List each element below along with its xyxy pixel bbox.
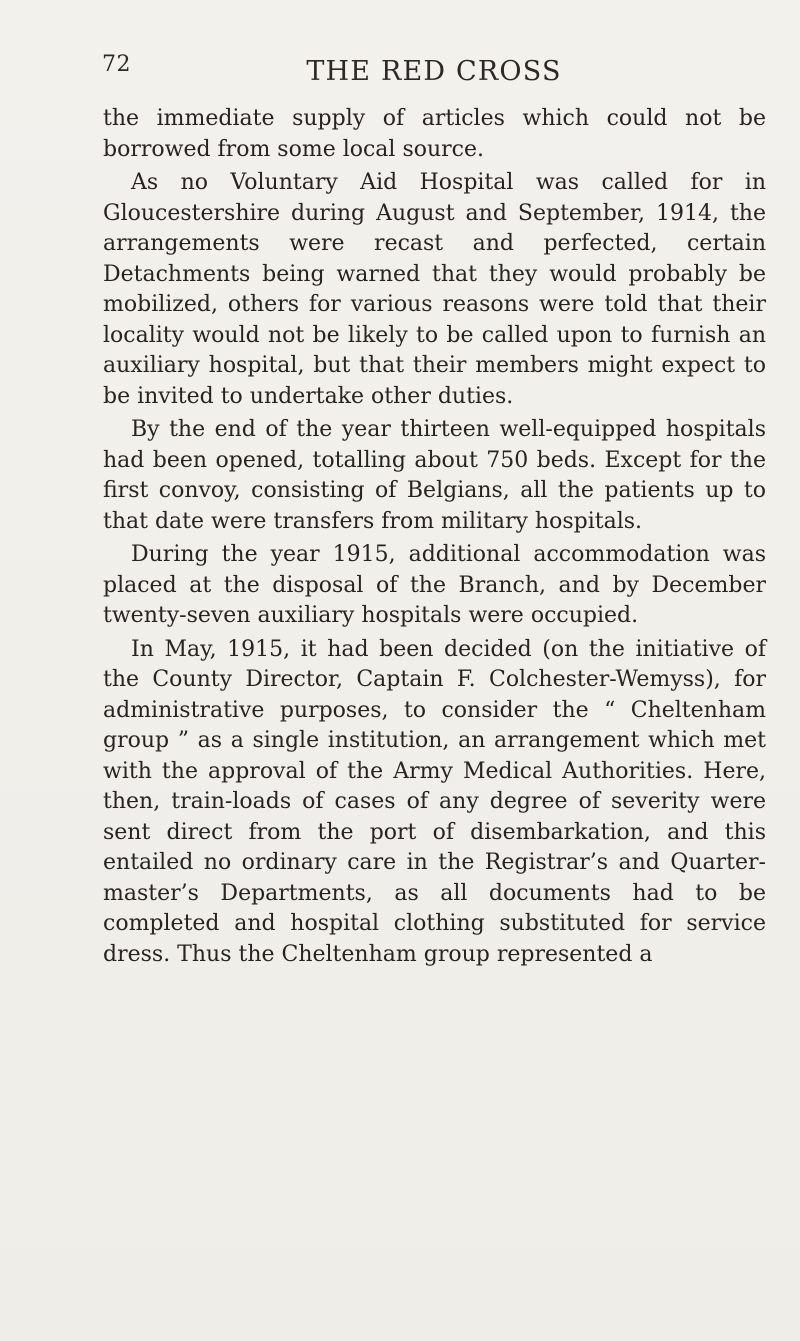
paragraph-voluntary-aid: As no Voluntary Aid Hospital was called for in Gloucestershire during August and September, 1914, the arrangements were recast and perfected, certain Detachments being warned that they would probably be mobilized, others for various reasons were told that their locality would not be likely to be called upon to furnish an auxiliary hospital, but that their members might expect to be invited to undertake other duties. [103, 170, 766, 409]
paragraph-1915: During the year 1915, additional accommodation was placed at the disposal of the Branch, and by December twenty-seven auxiliary hospitals were occupied. [103, 542, 766, 628]
page-number: 72 [102, 52, 131, 77]
running-title: THE RED CROSS [306, 56, 562, 87]
body-text [103, 104, 766, 970]
paragraph-continuation: the immediate supply of articles which could not be borrowed from some local source. [103, 106, 766, 162]
page-header [102, 52, 766, 92]
paragraph-end-of-year: By the end of the year thirteen well-equipped hospitals had been opened, totalling about 750 beds. Except for the first convoy, consisting of Belgians, all the patients up to that date were transfers from military hospitals. [103, 417, 766, 534]
paragraph-cheltenham-group: In May, 1915, it had been decided (on the initiative of the County Director, Captain F. Colchester-Wemyss), for administrative purposes, to consider the “ Cheltenham group ” as a single institution, an arrangement which met with the approval of the Army Medical Authorities. Here, then, train-loads of cases of any degree of severity were sent direct from the port of disembarkation, and this entailed no ordinary care in the Registrar’s and Quarter-master’s Departments, as all documents had to be completed and hospital clothing substituted for service dress. Thus the Cheltenham group represented a [103, 636, 766, 967]
